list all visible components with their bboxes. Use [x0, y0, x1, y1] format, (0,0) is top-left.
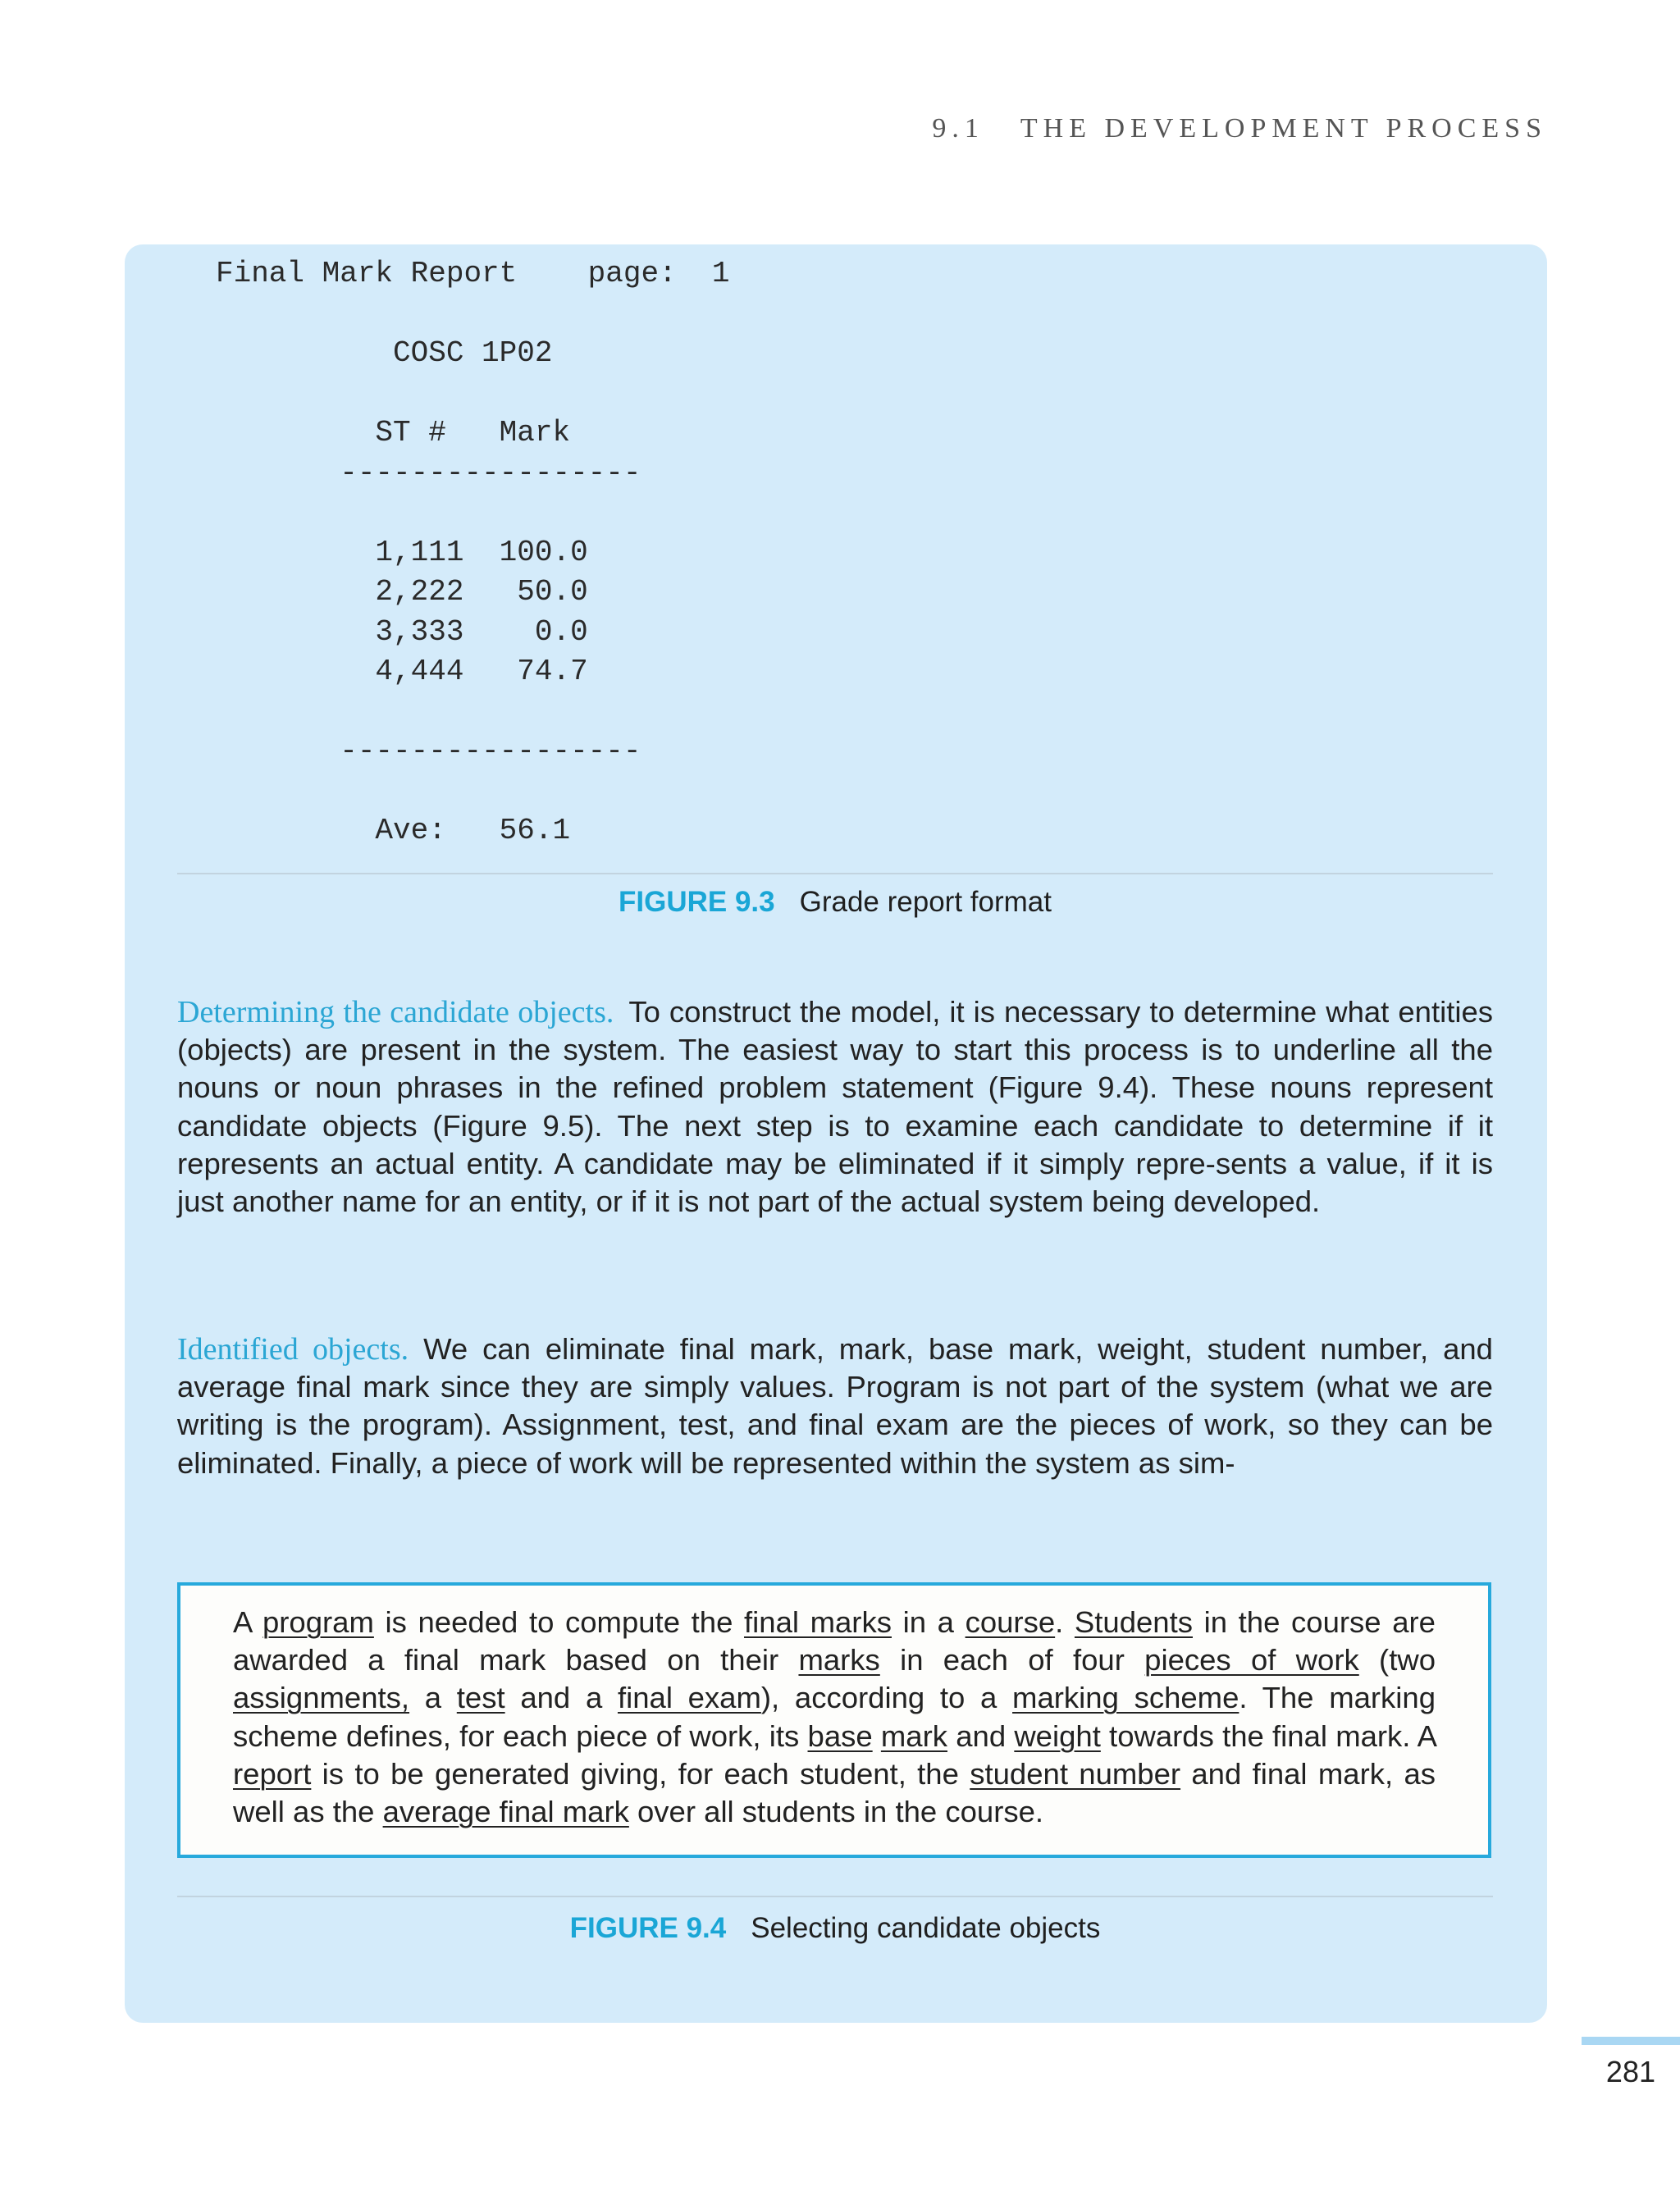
paragraph-body: We can eliminate final mark, mark, base mark, weight, student number, and average final mark since they are simply values. Program is not part of the system (what we are writing is the program). Assignment, test, and final exam are the pieces of work, so they can be eliminated. Finally, a piece of work will be represented within the system as sim- — [177, 1332, 1493, 1480]
candidate-noun: assignments, — [233, 1681, 410, 1715]
statement-text: in a — [891, 1605, 966, 1639]
section-number: 9.1 — [932, 113, 984, 144]
statement-text: is needed to compute the — [373, 1605, 745, 1639]
caption-text: Grade report format — [799, 886, 1052, 918]
candidate-noun: weight — [1014, 1718, 1101, 1753]
figure-number: FIGURE 9.3 — [619, 886, 775, 918]
statement-text: ), according to a — [760, 1681, 1013, 1715]
statement-text: in each of four — [879, 1643, 1145, 1677]
statement-text: and — [947, 1718, 1015, 1753]
figure-number: FIGURE 9.4 — [569, 1912, 727, 1944]
page-number: 281 — [1605, 2055, 1655, 2088]
folio-bar — [1582, 2037, 1680, 2045]
paragraph-body: To construct the model, it is necessary to determine what entities (objects) are present in the system. The easiest way to start this process is to underline all the nouns or noun phrases in the refined problem statement (Figure 9.4). These nouns represent candidate objects (Figure 9.5). The next step is to examine each candidate to determine if it represents an actual entity. A candidate may be eliminated if it simply repre-sents a value, if it is just another name for an entity, or if it is not part of the actual system being developed. — [177, 995, 1494, 1219]
statement-text: a — [409, 1681, 457, 1715]
candidate-noun: program — [262, 1605, 374, 1639]
candidate-noun: base — [807, 1718, 873, 1753]
paragraph-identified-objects — [177, 1330, 1493, 1482]
candidate-noun: Students — [1074, 1605, 1193, 1639]
grade-report: Final Mark Report page: 1 COSC 1P02 ST # Mark ----------------- 1,111 100.0 2,222 50.0 3,333 0.0 4,444 74.7 ----------------- Ave: 56.1 — [216, 257, 730, 847]
candidate-noun: final exam — [617, 1681, 761, 1715]
run-in-heading: Determining the candidate objects. — [177, 995, 614, 1029]
caption-divider — [177, 1896, 1493, 1897]
caption-divider — [177, 873, 1493, 874]
statement-text: and final mark, as well as the — [233, 1756, 1436, 1829]
statement-text: (two — [1358, 1643, 1436, 1677]
statement-text: towards the final mark. A — [1100, 1718, 1436, 1753]
candidate-noun: average final mark — [382, 1795, 629, 1829]
candidate-noun: final marks — [744, 1605, 892, 1639]
candidate-noun: student number — [970, 1756, 1181, 1791]
statement-text: over all students in the course. — [628, 1795, 1044, 1829]
statement-text: A — [233, 1605, 262, 1639]
candidate-noun: marking scheme — [1012, 1681, 1239, 1715]
running-head — [853, 113, 1547, 144]
figure-9-3-caption — [177, 886, 1493, 919]
candidate-noun: test — [456, 1681, 505, 1715]
paragraph-candidate-objects — [177, 993, 1493, 1221]
section-title: THE DEVELOPMENT PROCESS — [1020, 113, 1547, 144]
statement-text: . — [1055, 1605, 1075, 1639]
statement-text: in the course are awarded a final mark based on their — [233, 1605, 1436, 1677]
statement-text: . The marking scheme defines, for each piece of work, its — [233, 1681, 1436, 1753]
figure-9-4-caption — [177, 1912, 1493, 1945]
statement-text — [873, 1719, 881, 1753]
candidate-noun: report — [233, 1756, 312, 1791]
problem-statement — [233, 1604, 1436, 1831]
run-in-heading: Identified objects. — [177, 1332, 409, 1367]
candidate-noun: mark — [880, 1718, 947, 1753]
caption-text: Selecting candidate objects — [751, 1912, 1101, 1944]
candidate-noun: pieces of work — [1144, 1643, 1359, 1677]
candidate-noun: marks — [798, 1643, 880, 1677]
statement-text: is to be generated giving, for each student, the — [311, 1756, 970, 1791]
statement-text: and a — [504, 1681, 618, 1715]
candidate-noun: course — [965, 1605, 1056, 1639]
